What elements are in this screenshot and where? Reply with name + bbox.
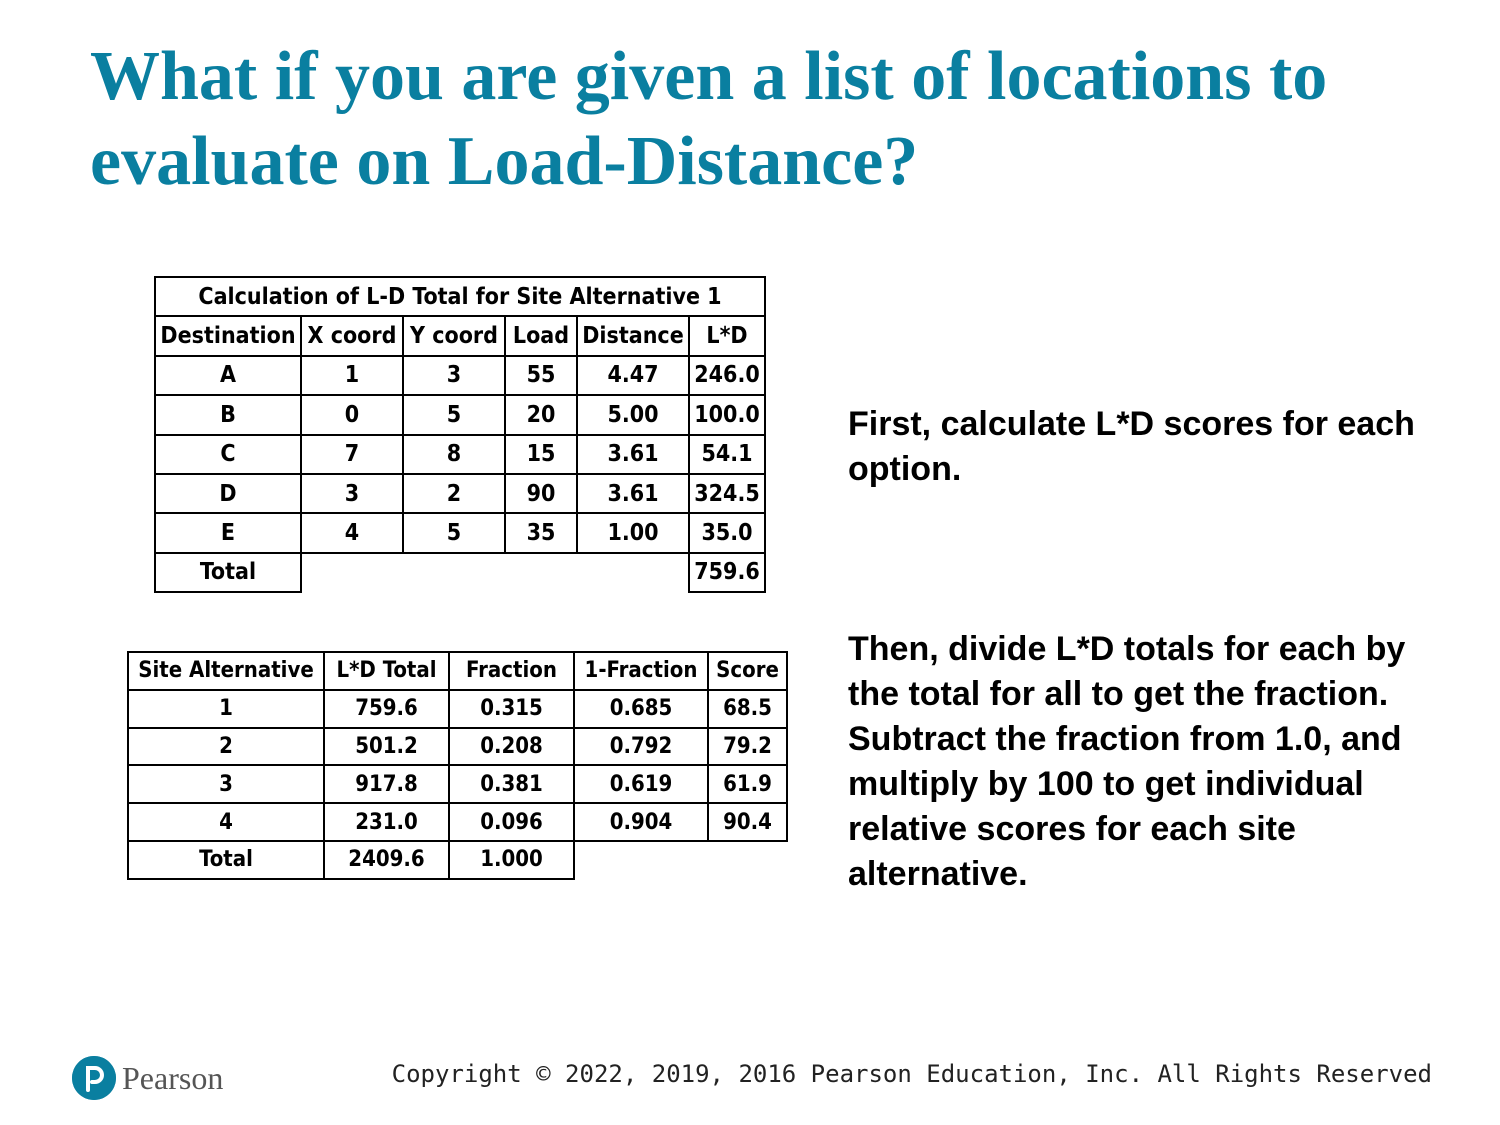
ld-total-cell: 917.8 <box>324 765 449 803</box>
total-fraction-value: 1.000 <box>449 841 574 879</box>
destination-cell: B <box>155 395 301 434</box>
column-header: Score <box>708 652 787 690</box>
table-caption-row <box>155 277 765 316</box>
load-cell: 35 <box>505 513 577 552</box>
y-coord-cell: 2 <box>403 474 505 513</box>
site-cell: 3 <box>128 765 324 803</box>
ld-total-cell: 231.0 <box>324 803 449 841</box>
site-cell: 4 <box>128 803 324 841</box>
destination-cell: A <box>155 356 301 395</box>
ld-total-cell: 759.6 <box>324 690 449 728</box>
fraction-cell: 0.315 <box>449 690 574 728</box>
slide-title: What if you are given a list of locations to evaluate on Load-Distance? <box>90 38 1328 200</box>
load-cell: 15 <box>505 435 577 474</box>
column-header: Site Alternative <box>128 652 324 690</box>
ld-cell: 35.0 <box>689 513 765 552</box>
score-cell: 68.5 <box>708 690 787 728</box>
distance-cell: 4.47 <box>577 356 689 395</box>
score-cell: 61.9 <box>708 765 787 803</box>
site-cell: 2 <box>128 728 324 766</box>
one-minus-fraction-cell: 0.619 <box>574 765 708 803</box>
table-row <box>155 435 765 474</box>
column-header: Fraction <box>449 652 574 690</box>
table-caption: Calculation of L-D Total for Site Alternative 1 <box>155 277 765 316</box>
table-total-row <box>128 841 787 879</box>
y-coord-cell: 3 <box>403 356 505 395</box>
table-row <box>128 765 787 803</box>
column-header: Distance <box>577 316 689 355</box>
total-label: Total <box>155 553 301 592</box>
empty-cell <box>301 553 689 592</box>
destination-cell: D <box>155 474 301 513</box>
x-coord-cell: 4 <box>301 513 403 552</box>
column-header: 1-Fraction <box>574 652 708 690</box>
column-header: Load <box>505 316 577 355</box>
one-minus-fraction-cell: 0.685 <box>574 690 708 728</box>
pearson-p-icon <box>72 1056 116 1100</box>
destination-cell: C <box>155 435 301 474</box>
table-row <box>155 356 765 395</box>
table-row <box>128 690 787 728</box>
fraction-cell: 0.208 <box>449 728 574 766</box>
total-value: 759.6 <box>689 553 765 592</box>
load-cell: 55 <box>505 356 577 395</box>
table-total-row <box>155 553 765 592</box>
site-score-table <box>127 651 788 880</box>
table-row <box>128 728 787 766</box>
instruction-first: First, calculate L*D scores for each option. <box>848 405 1415 488</box>
distance-cell: 1.00 <box>577 513 689 552</box>
total-label: Total <box>128 841 324 879</box>
column-header: X coord <box>301 316 403 355</box>
load-cell: 90 <box>505 474 577 513</box>
x-coord-cell: 7 <box>301 435 403 474</box>
ld-total-cell: 501.2 <box>324 728 449 766</box>
score-cell: 90.4 <box>708 803 787 841</box>
column-header: L*D Total <box>324 652 449 690</box>
table-header-row <box>155 316 765 355</box>
x-coord-cell: 3 <box>301 474 403 513</box>
pearson-logo <box>72 1054 223 1102</box>
empty-cell <box>574 841 787 879</box>
ld-cell: 246.0 <box>689 356 765 395</box>
copyright-notice: Copyright © 2022, 2019, 2016 Pearson Education, Inc. All Rights Reserved <box>391 1060 1432 1088</box>
load-cell: 20 <box>505 395 577 434</box>
score-cell: 79.2 <box>708 728 787 766</box>
y-coord-cell: 5 <box>403 395 505 434</box>
column-header: Y coord <box>403 316 505 355</box>
distance-cell: 5.00 <box>577 395 689 434</box>
ld-cell: 100.0 <box>689 395 765 434</box>
table-row <box>155 474 765 513</box>
table-row <box>128 803 787 841</box>
table-row <box>155 513 765 552</box>
y-coord-cell: 8 <box>403 435 505 474</box>
distance-cell: 3.61 <box>577 435 689 474</box>
column-header: Destination <box>155 316 301 355</box>
one-minus-fraction-cell: 0.792 <box>574 728 708 766</box>
instruction-then: Then, divide L*D totals for each by the total for all to get the fraction. Subtract the fraction from 1.0, and multiply by 100 to get individual relative scores for each site alternative. <box>848 630 1406 893</box>
table-row <box>155 395 765 434</box>
table-header-row <box>128 652 787 690</box>
column-header: L*D <box>689 316 765 355</box>
ld-cell: 54.1 <box>689 435 765 474</box>
one-minus-fraction-cell: 0.904 <box>574 803 708 841</box>
ld-cell: 324.5 <box>689 474 765 513</box>
ld-calculation-table <box>154 276 766 593</box>
x-coord-cell: 0 <box>301 395 403 434</box>
distance-cell: 3.61 <box>577 474 689 513</box>
fraction-cell: 0.381 <box>449 765 574 803</box>
y-coord-cell: 5 <box>403 513 505 552</box>
fraction-cell: 0.096 <box>449 803 574 841</box>
destination-cell: E <box>155 513 301 552</box>
total-ld-value: 2409.6 <box>324 841 449 879</box>
site-cell: 1 <box>128 690 324 728</box>
logo-text: Pearson <box>122 1059 224 1096</box>
x-coord-cell: 1 <box>301 356 403 395</box>
